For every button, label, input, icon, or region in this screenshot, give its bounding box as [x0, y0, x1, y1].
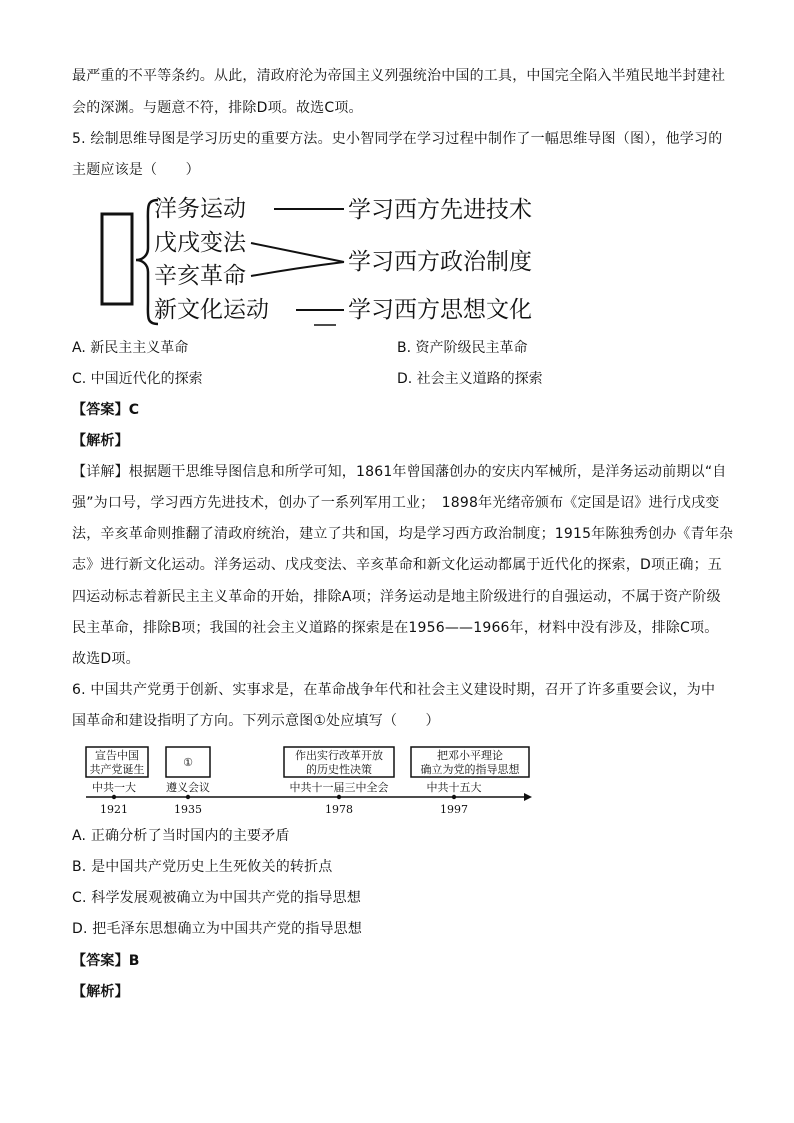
timeline-event: 遵义会议: [166, 781, 210, 794]
timeline-box-text: 作出实行改革开放: [295, 749, 383, 762]
explanation-line: 故选D项。: [72, 651, 140, 667]
option-b: B. 资产阶级民主革命: [397, 340, 528, 356]
mind-map-item: 新文化运动: [154, 297, 269, 323]
timeline-event: 中共十五大: [426, 781, 482, 794]
connector-line: [251, 243, 344, 262]
explanation-line: 法，辛亥革命则推翻了清政府统治，建立了共和国，均是学习西方政治制度；1915年陈独秀创办《青年杂: [72, 526, 734, 542]
question-5-stem: 5. 绘制思维导图是学习历史的重要方法。史小智同学在学习过程中制作了一幅思维导图（图），他学习的: [72, 131, 723, 147]
timeline-box-text: 把邓小平理论: [437, 749, 503, 762]
mind-map-result: 学习西方思想文化: [348, 297, 532, 323]
timeline-year: 1978: [325, 803, 353, 816]
timeline-dot: [452, 795, 456, 799]
timeline-box-text: 确立为党的指导思想: [420, 763, 520, 776]
option-d: D. 把毛泽东思想确立为中国共产党的指导思想: [72, 921, 363, 937]
timeline-year: 1921: [100, 803, 128, 816]
timeline-year: 1997: [440, 803, 468, 816]
option-a: A. 新民主主义革命: [72, 340, 189, 356]
mind-map-blank-box: [102, 214, 132, 304]
timeline-box-text: 宣告中国: [95, 749, 139, 762]
answer-label: 【答案】B: [72, 953, 140, 969]
option-a: A. 正确分析了当时国内的主要矛盾: [72, 828, 290, 844]
arrow-icon: [524, 793, 532, 801]
timeline-box-text: ①: [183, 756, 193, 769]
mind-map-item: 戊戌变法: [154, 230, 246, 256]
question-6-stem: 国革命和建设指明了方向。下列示意图①处应填写（ ）: [72, 713, 440, 729]
timeline-event: 中共一大: [92, 781, 136, 794]
option-c: C. 科学发展观被确立为中国共产党的指导思想: [72, 890, 362, 906]
mind-map-result: 学习西方先进技术: [348, 197, 532, 223]
timeline-box-text: 共产党诞生: [89, 763, 145, 776]
option-b: B. 是中国共产党历史上生死攸关的转折点: [72, 859, 333, 875]
mind-map-figure: [96, 194, 566, 330]
question-5-stem: 主题应该是（ ）: [72, 162, 200, 178]
explanation-line: 【详解】根据题干思维导图信息和所学可知，1861年曾国藩创办的安庆内军械所，是洋务运动前期以“自: [72, 464, 727, 480]
text-line: 最严重的不平等条约。从此，清政府沦为帝国主义列强统治中国的工具，中国完全陷入半殖民地半封建社: [72, 68, 726, 84]
option-c: C. 中国近代化的探索: [72, 371, 203, 387]
timeline-dot: [186, 795, 190, 799]
connector-line: [251, 262, 344, 276]
text-line: 会的深渊。与题意不符，排除D项。故选C项。: [72, 100, 363, 116]
mind-map-result: 学习西方政治制度: [348, 249, 532, 275]
timeline-figure: [84, 745, 534, 819]
analysis-label: 【解析】: [72, 433, 129, 449]
mind-map-item: 洋务运动: [154, 196, 246, 222]
question-6-stem: 6. 中国共产党勇于创新、实事求是，在革命战争年代和社会主义建设时期，召开了许多重要会议，为中: [72, 682, 716, 698]
answer-label: 【答案】C: [72, 402, 140, 418]
explanation-line: 志》进行新文化运动。洋务运动、戊戌变法、辛亥革命和新文化运动都属于近代化的探索，D项正确；五: [72, 557, 722, 573]
analysis-label: 【解析】: [72, 984, 129, 1000]
timeline-event: 中共十一届三中全会: [289, 781, 389, 794]
timeline-year: 1935: [174, 803, 202, 816]
mind-map-item: 辛亥革命: [154, 263, 246, 289]
timeline-dot: [337, 795, 341, 799]
timeline-box-text: 的历史性决策: [306, 763, 372, 776]
explanation-line: 强”为口号，学习西方先进技术，创办了一系列军用工业； 1898年光绪帝颁布《定国是诏》进行戊戌变: [72, 495, 720, 511]
explanation-line: 四运动标志着新民主主义革命的开始，排除A项；洋务运动是地主阶级进行的自强运动，不属于资产阶级: [72, 589, 721, 605]
option-d: D. 社会主义道路的探索: [397, 371, 543, 387]
timeline-dot: [112, 795, 116, 799]
explanation-line: 民主革命，排除B项；我国的社会主义道路的探索是在1956——1966年，材料中没有涉及，排除C项。: [72, 620, 719, 636]
